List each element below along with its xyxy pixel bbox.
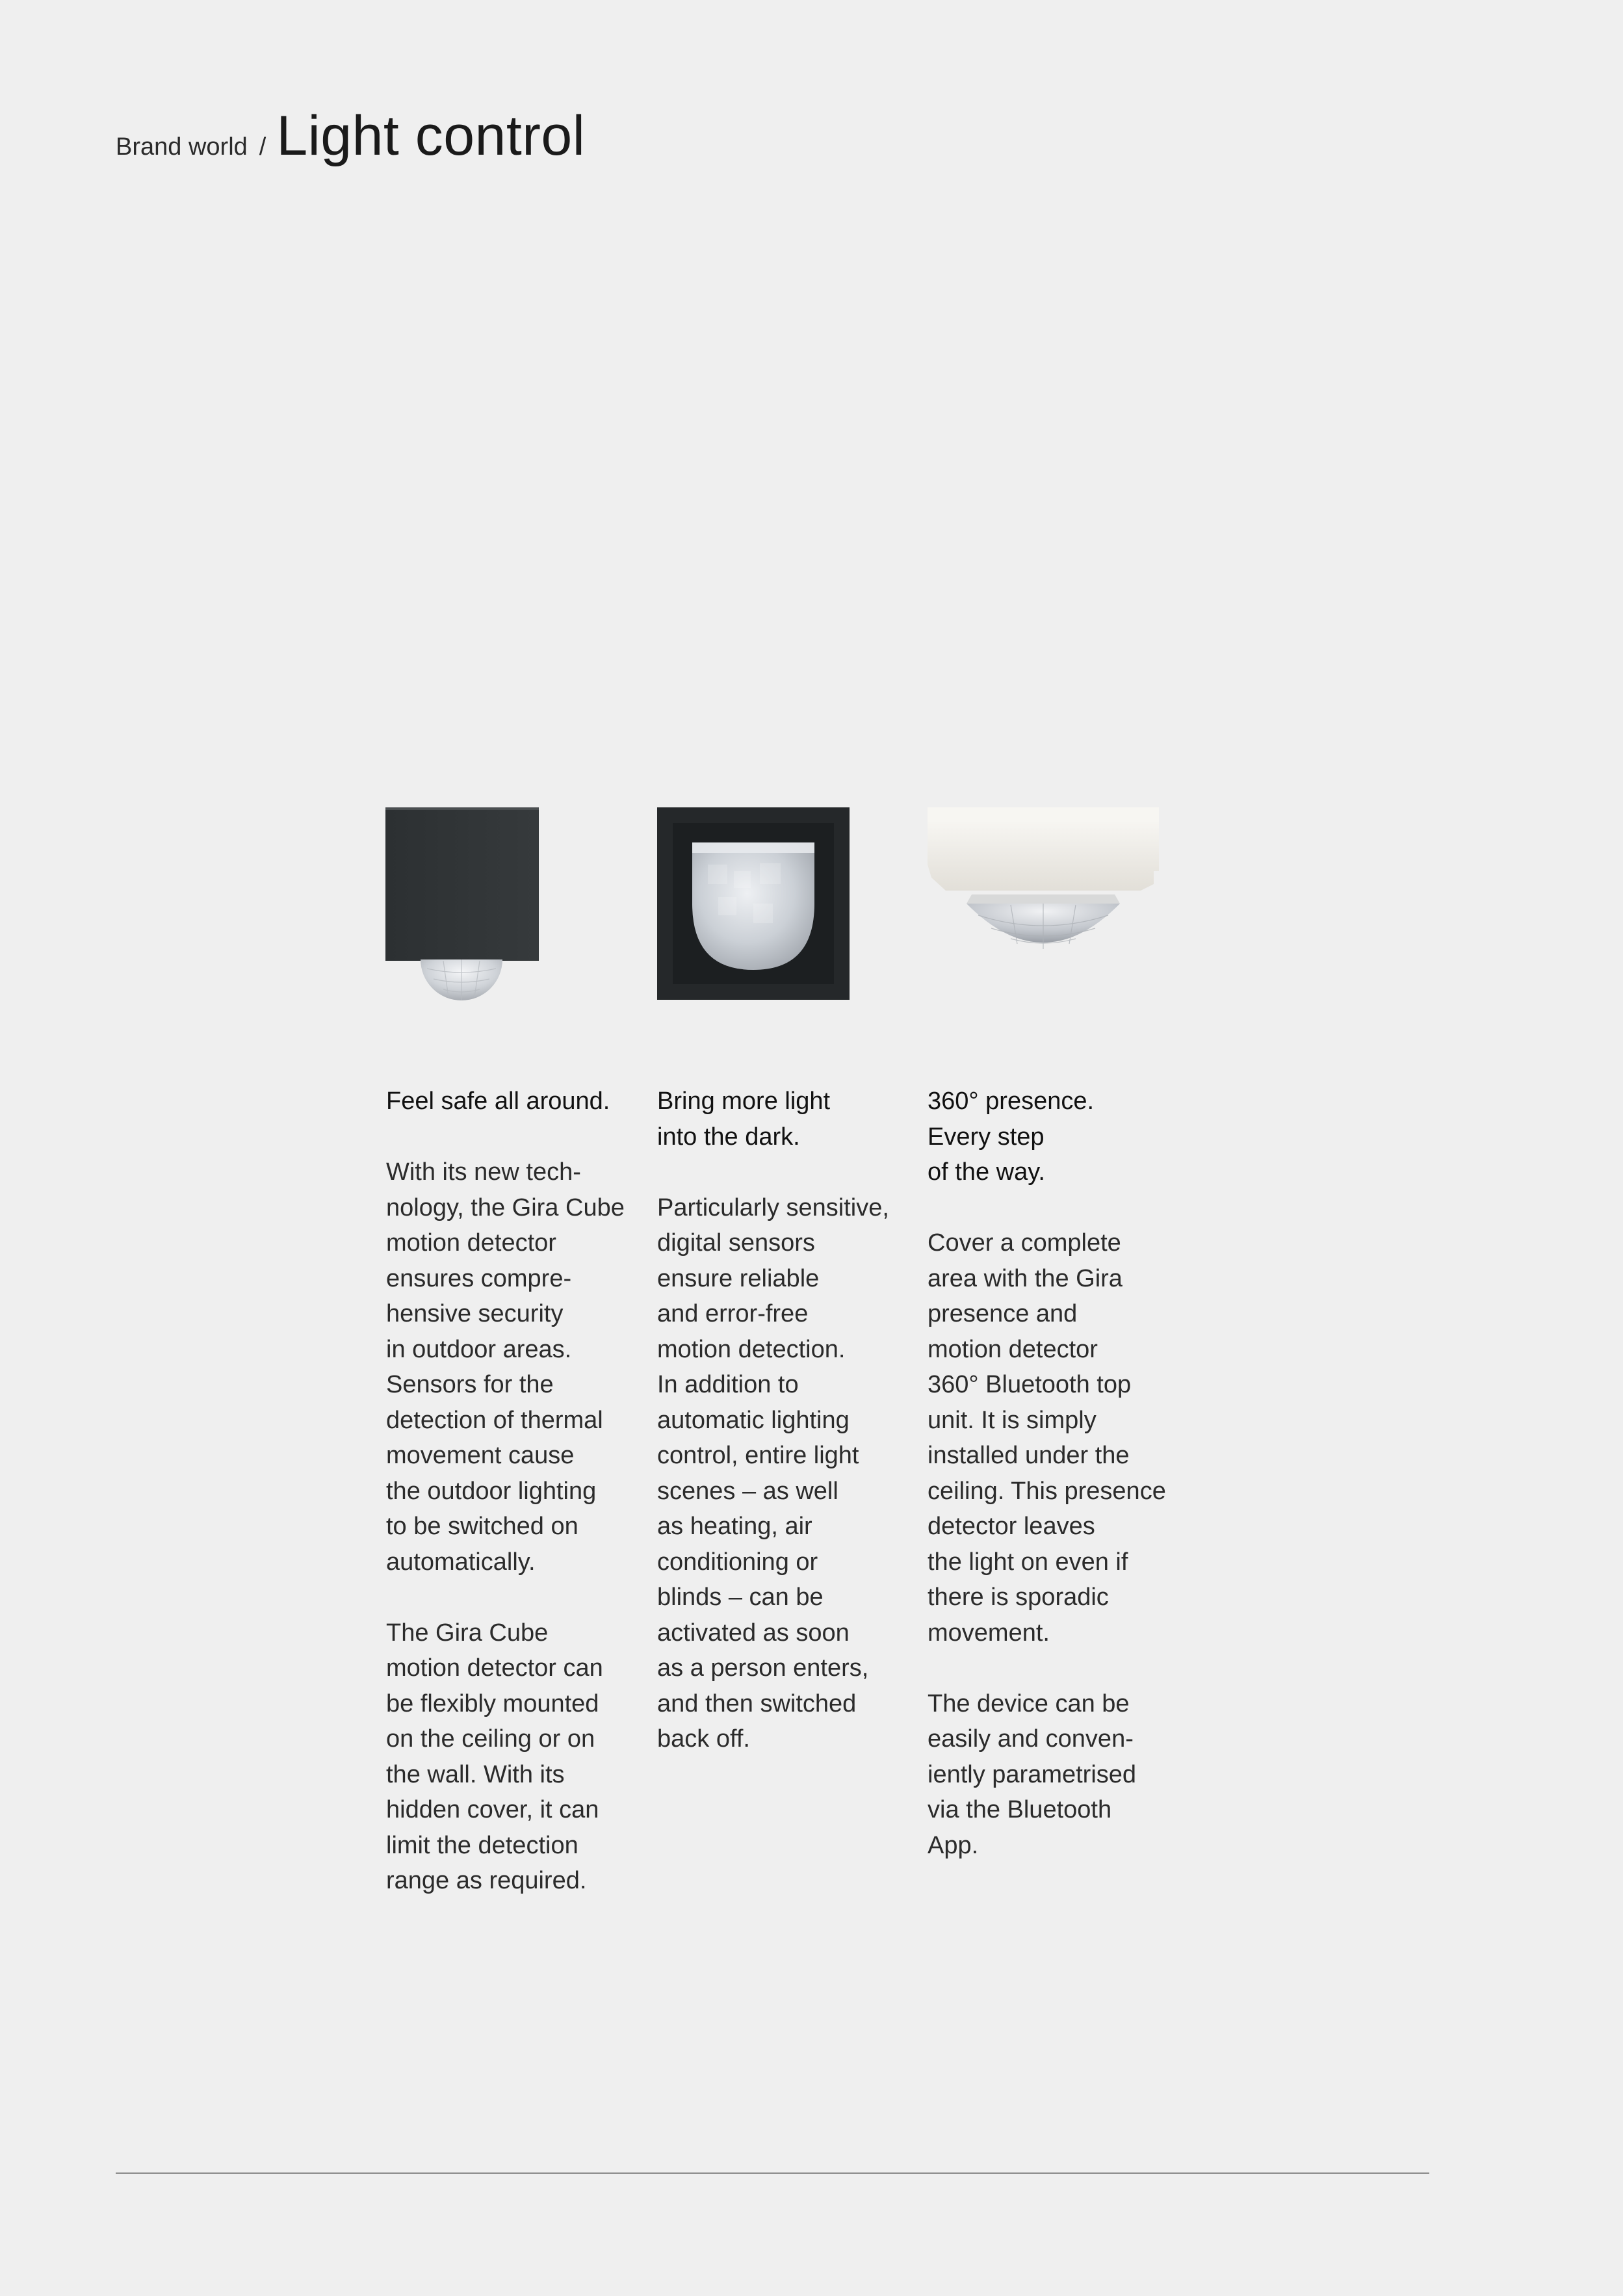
column-cube-detector	[386, 1084, 640, 1934]
breadcrumb-separator: /	[259, 133, 266, 161]
footer-divider	[116, 2172, 1429, 2174]
breadcrumb: Brand world	[116, 133, 248, 161]
column-heading: 360° presence. Every step of the way.	[928, 1088, 1095, 1186]
column-paragraph: The Gira Cube motion detector can be flexibly mounted on the ceiling or on the wall. With its hidden cover, it can limit the detection range as required.	[386, 1619, 603, 1894]
column-paragraph: Cover a complete area with the Gira presence and motion detector 360° Bluetooth top unit. It is simply installed under the ceiling. This presence detector leaves the light on even if there is sporadic movement.	[928, 1229, 1166, 1647]
column-paragraph: With its new tech- nology, the Gira Cube motion detector ensures compre- hensive security in outdoor areas. Sensors for the detection of thermal movement cause the outdoor lighting to be switched on automatically.	[386, 1158, 625, 1576]
column-paragraph: Particularly sensitive, digital sensors ensure reliable and error-free motion detection. In addition to automatic lighting control, entire light scenes – as well as heating, air conditioning or blinds – can be activated as soon as a person enters, and then switched back off.	[657, 1194, 889, 1753]
cube-motion-detector-icon	[385, 806, 541, 1004]
ceiling-presence-detector-icon	[926, 806, 1160, 962]
column-paragraph: The device can be easily and conven- iently parametrised via the Bluetooth App.	[928, 1689, 1137, 1859]
flush-motion-sensor-icon	[656, 806, 851, 1002]
page-header	[116, 104, 585, 168]
column-heading: Feel safe all around.	[386, 1088, 610, 1115]
page-title: Light control	[276, 105, 586, 167]
column-presence-detector	[928, 1084, 1181, 1899]
column-heading: Bring more light into the dark.	[657, 1088, 831, 1151]
column-flush-sensor	[657, 1084, 911, 1792]
